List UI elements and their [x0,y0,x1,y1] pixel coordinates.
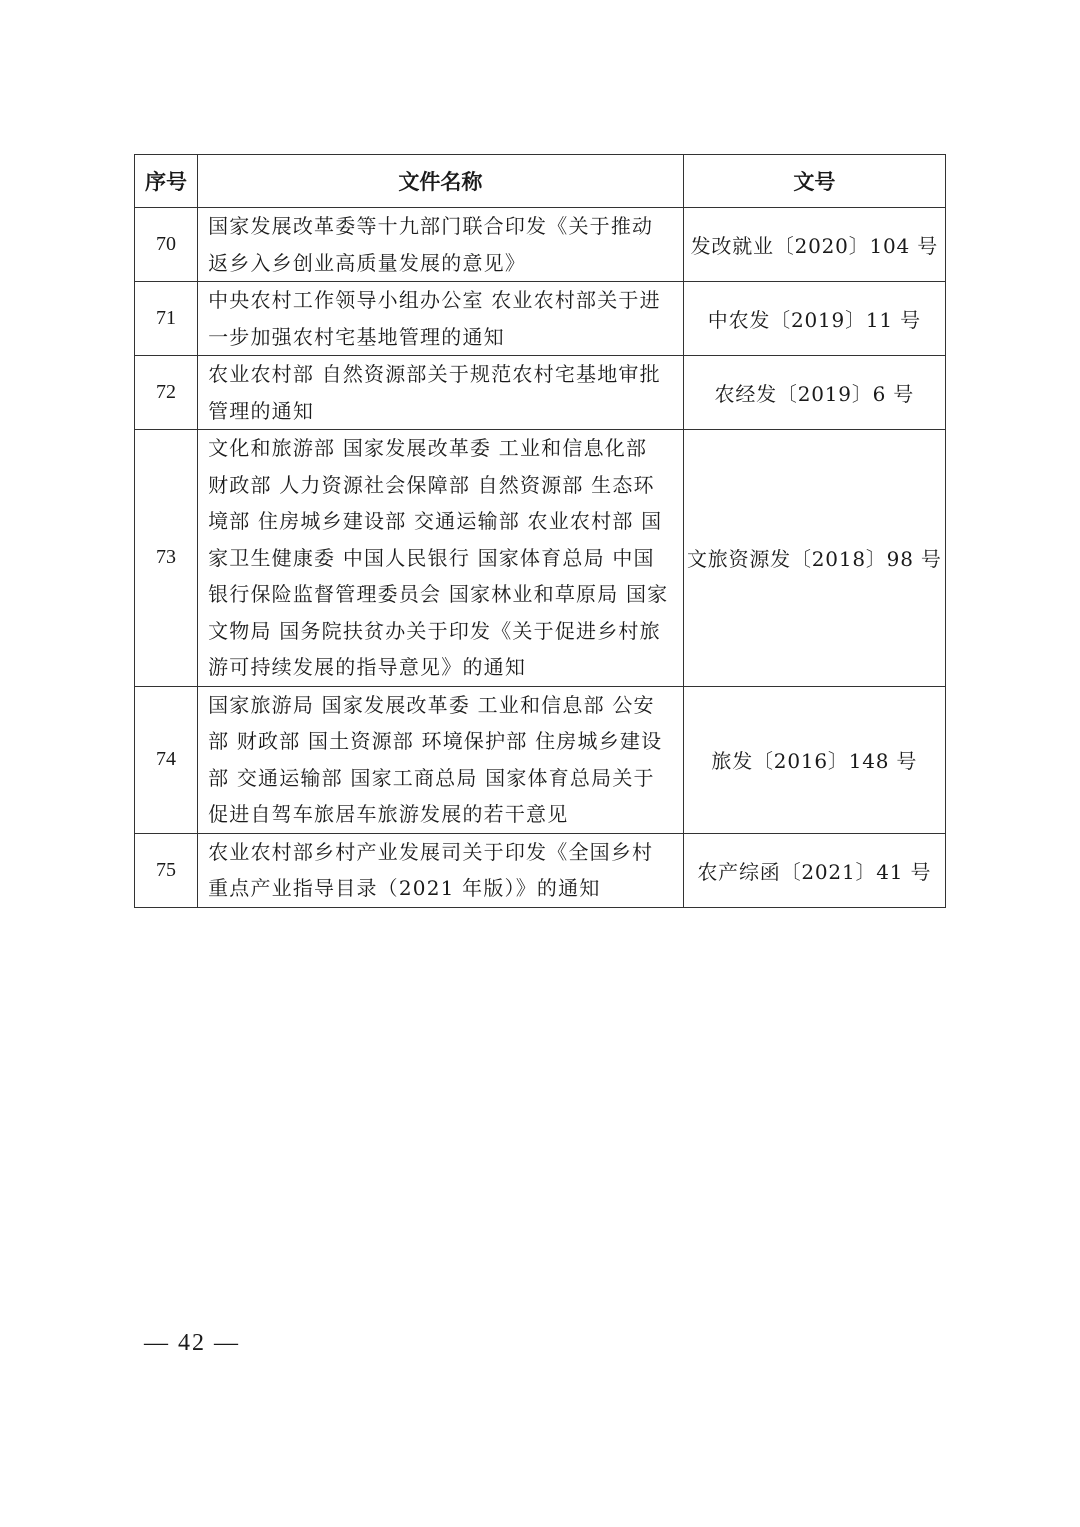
row-file-name: 国家发展改革委等十九部门联合印发《关于推动返乡入乡创业高质量发展的意见》 [198,208,684,282]
row-document-number: 中农发〔2019〕11 号 [683,282,945,356]
row-file-name: 中央农村工作领导小组办公室 农业农村部关于进一步加强农村宅基地管理的通知 [198,282,684,356]
row-document-number: 文旅资源发〔2018〕98 号 [683,430,945,687]
row-serial-number: 73 [135,430,198,687]
row-serial-number: 75 [135,833,198,907]
table-row [135,282,946,356]
table-row [135,686,946,833]
document-table [134,154,946,908]
row-file-name: 农业农村部乡村产业发展司关于印发《全国乡村重点产业指导目录（2021 年版）》的通知 [198,833,684,907]
header-document-number: 文号 [683,155,945,208]
header-file-name: 文件名称 [198,155,684,208]
row-file-name: 国家旅游局 国家发展改革委 工业和信息部 公安部 财政部 国土资源部 环境保护部 住房城乡建设部 交通运输部 国家工商总局 国家体育总局关于促进自驾车旅居车旅游发展的若干意见 [198,686,684,833]
header-serial-number: 序号 [135,155,198,208]
table-header-row [135,155,946,208]
table-row [135,208,946,282]
table-row [135,833,946,907]
row-serial-number: 74 [135,686,198,833]
row-document-number: 农经发〔2019〕6 号 [683,356,945,430]
row-serial-number: 70 [135,208,198,282]
row-serial-number: 71 [135,282,198,356]
table-row [135,430,946,687]
table-row [135,356,946,430]
row-serial-number: 72 [135,356,198,430]
row-document-number: 农产综函〔2021〕41 号 [683,833,945,907]
row-file-name: 文化和旅游部 国家发展改革委 工业和信息化部 财政部 人力资源社会保障部 自然资源部 生态环境部 住房城乡建设部 交通运输部 农业农村部 国家卫生健康委 中国人民银行 国家体育总局 中国银行保险监督管理委员会 国家林业和草原局 国家文物局 国务院扶贫办关于印发《关于促进乡村旅游可持续发展的指导意见》的通知 [198,430,684,687]
row-file-name: 农业农村部 自然资源部关于规范农村宅基地审批管理的通知 [198,356,684,430]
row-document-number: 旅发〔2016〕148 号 [683,686,945,833]
page-number: — 42 — [144,1330,240,1356]
row-document-number: 发改就业〔2020〕104 号 [683,208,945,282]
